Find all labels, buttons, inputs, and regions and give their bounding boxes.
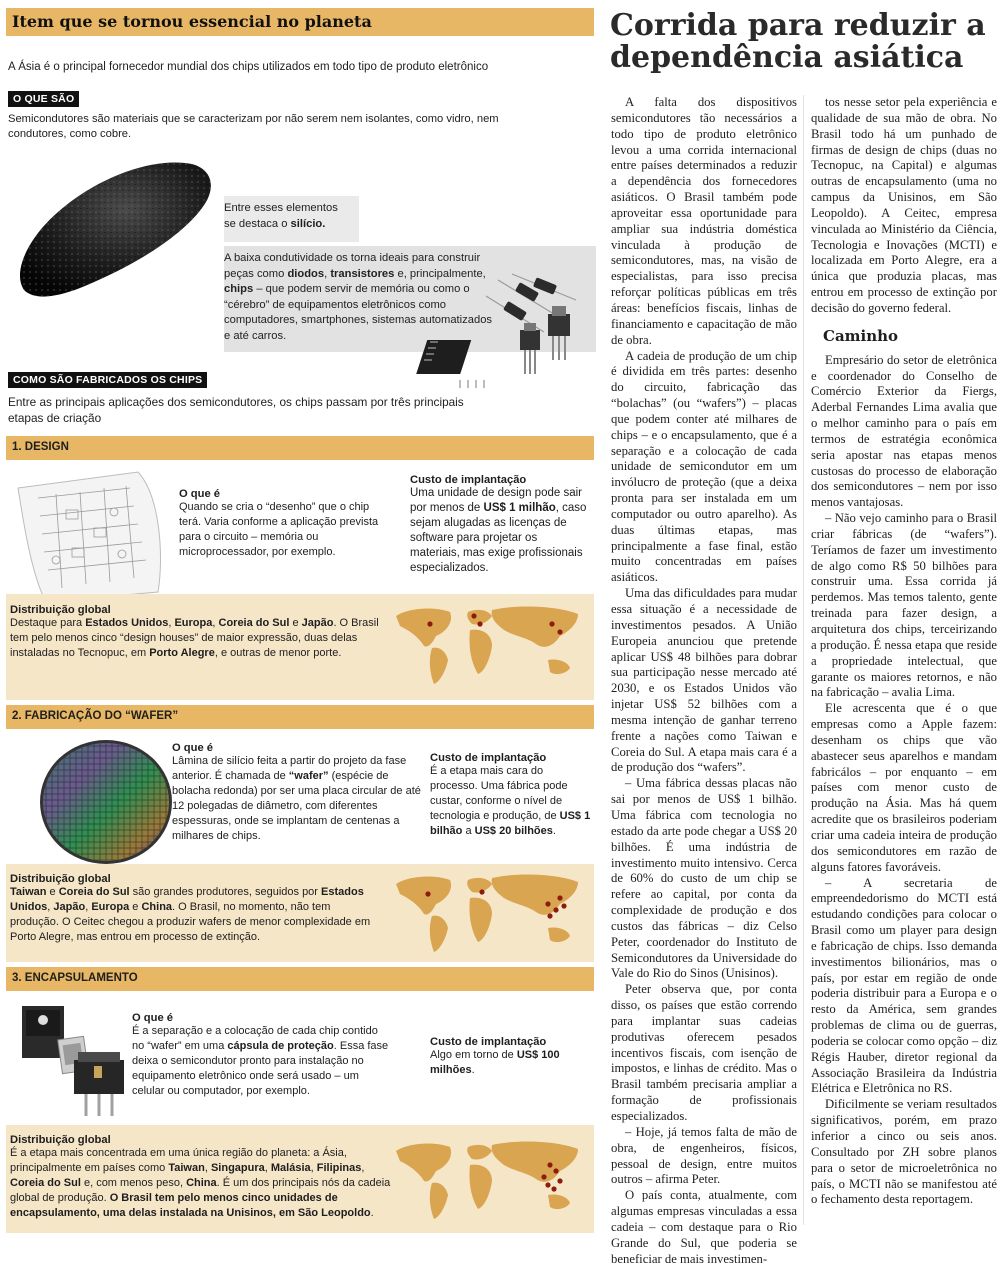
article-paragraph: Dificilmente se veriam resultados significativos, porém, em prazo inferior a cinco ou seis anos. Consultado por ZH sobre planos para o setor de microeletrônica no país, o MCTI não se manifestou até o fechamento desta reportagem. <box>811 1097 997 1207</box>
article-column-1 <box>611 95 797 1267</box>
article-paragraph: A falta dos dispositivos semicondutores tão necessários a todo tipo de produto eletrônico levou a uma corrida internacional entre países determinados a reduzir a dependência dos fornecedores asiáticos. O Brasil também pode aproveitar essa oportunidade para ampliar sua indústria doméstica vinculada à produção de semicondutores, mas, na visão de especialistas, para isso precisa reforçar políticas públicas em três áreas: benefícios fiscais, linhas de financiamento e capacitação de mão de obra. <box>611 95 797 347</box>
article-column-2-bottom <box>811 353 997 1209</box>
electronic-components-icon <box>426 270 591 398</box>
step-2-what: O que é Lâmina de silício feita a partir do projeto da fase anterior. É chamada de “wafer” (espécie de bolacha redonda) por ser uma placa circular de até 12 polegadas de diâmetro, com diferentes espessuras, onde se implantam de centenas a milhares de chips. <box>172 742 421 842</box>
section-tag-how: COMO SÃO FABRICADOS OS CHIPS <box>8 372 207 388</box>
article-paragraph: – Hoje, já temos falta de mão de obra, de engenheiros, físicos, pessoal de design, entre muitos outros – afirma Peter. <box>611 1124 797 1187</box>
map-landmass <box>467 878 492 893</box>
article-column-2-top <box>811 95 997 317</box>
how-intro: Entre as principais aplicações dos semicondutores, os chips passam por três principais etapas de criação <box>8 395 464 425</box>
chip-package-icon <box>16 998 134 1120</box>
article-paragraph: – A secretaria de empreendedorismo do MCTI está estudando condições para colocar o Brasil como um player para design e fabricação de chips. Isso demanda investimentos bilionários, mas o país, por estar em região de onde poderia distribuir para a Europa e o resto da América, sem grandes problemas de clima ou de guerras, poderia se colocar como opção – diz Régis Hauber, diretor regional da Associação Brasileira da Indústria Elétrica e Eletrônica no RS. <box>811 875 997 1096</box>
article-paragraph: Ele acrescenta que é o que empresas como a Apple fazem: desenham os chips que vão abastecer seus aparelhos e mandam fabricálos – por enquanto – em países com menor custo de produção na Ásia. Mas há quem acredite que os brasileiros poderiam criar uma cadeia inteira de produção dos semicondutores em razão de alguns fatores favoráveis. <box>811 701 997 874</box>
step-1-distribution: Distribuição global Destaque para Estados Unidos, Europa, Coreia do Sul e Japão. O Brasil tem pelo menos cinco “design houses” de maior expressão, duas delas instaladas no Tecnopuc, em Porto Alegre, e outras de menor porte. <box>6 594 594 700</box>
map-location-dot <box>545 901 550 906</box>
circuit-sheet-icon <box>10 466 175 606</box>
map-location-dot <box>551 1186 556 1191</box>
column-divider <box>803 95 804 1225</box>
article-paragraph: – Uma fábrica dessas placas não sai por menos de US$ 1 bilhão. Uma fábrica com tecnologia no estado da arte pode chegar a US$ 20 bilhões. É uma indústria de investimento muito intensivo. Cerca de 60% do custo de um chip se refere ao capital, por conta da complexidade de produção e dos custos das fábricas – diz Celso Peter, coordenador do Instituto de Semicondutores da Universidade do Vale do Rio do Sinos (Unisinos). <box>611 776 797 981</box>
map-location-dot <box>471 613 476 618</box>
step-1-header: 1. DESIGN <box>6 436 594 460</box>
infographic-lead: A Ásia é o principal fornecedor mundial dos chips utilizados em todo tipo de produto eletrônico <box>8 61 489 73</box>
map-location-dot <box>553 1168 558 1173</box>
infographic-title: Item que se tornou essencial no planeta <box>6 8 594 36</box>
map-landmass <box>548 659 570 674</box>
step-2-distribution: Distribuição global Taiwan e Coreia do Sul são grandes produtores, seguidos por Estados Unidos, Japão, Europa e China. O Brasil, no momento, não tem produção. O Ceitec chegou a produzir wafers de menor complexidade em Porto Alegre, mas entrou em processo de extinção. <box>6 864 594 962</box>
map-location-dot <box>547 1162 552 1167</box>
map-landmass <box>469 630 492 674</box>
step-3-cost: Custo de implantação Algo em torno de US$ 100 milhões. <box>430 1036 560 1076</box>
map-landmass <box>548 927 570 942</box>
semiconductor-definition: Semicondutores são materiais que se caracterizam por não serem nem isolantes, como vidro, nem condutores, como cobre. <box>8 113 499 140</box>
map-landmass <box>548 1194 570 1209</box>
map-location-dot <box>561 903 566 908</box>
map-location-dot <box>479 889 484 894</box>
world-map-icon <box>388 870 588 956</box>
infographic <box>6 8 594 1219</box>
section-tag-what: O QUE SÃO <box>8 91 79 107</box>
article-paragraph: tos nesse setor pela experiência e qualidade de sua mão de obra. No Brasil todo há um punhado de firmas de design de chips (duas no Tecnopuc, na Capital) e algumas outras de encapsulamento (uma no campus da Unisinos, em São Leopoldo). A Ceitec, empresa vinculada ao Ministério da Ciência, Tecnologia e Inovações (MCTI) e localizada em Porto Alegre, era a única que produzia placas, mas entrou em processo de extinção por decisão do governo federal. <box>811 95 997 315</box>
map-landmass <box>469 898 492 942</box>
step-2-cost: Custo de implantação É a etapa mais cara do processo. Uma fábrica pode custar, conforme o nível de tecnologia e produção, de US$ 1 bilhão a US$ 20 bilhões. <box>430 752 591 837</box>
silicon-rock-icon <box>10 150 220 302</box>
map-landmass <box>430 648 448 684</box>
step-3-header: 3. ENCAPSULAMENTO <box>6 967 594 991</box>
article-subhead: Caminho <box>823 326 899 345</box>
map-location-dot <box>557 1178 562 1183</box>
article-column-2 <box>811 95 997 1208</box>
article-paragraph: Peter observa que, por conta disso, os países que estão correndo para implantar suas cadeias produtivas oferecem pesados incentivos fiscais, com isenção de impostos, e linhas de crédito. Mas o Brasil também precisaria ampliar a formação de profissionais especializados. <box>611 982 797 1123</box>
silicon-note: Entre esses elementos se destaca o silício. <box>224 202 338 230</box>
map-location-dot <box>557 895 562 900</box>
wafer-icon <box>34 734 174 870</box>
map-landmass <box>396 609 451 647</box>
components-note: A baixa condutividade os torna ideais para construir peças como diodos, transistores e, principalmente, chips – que podem servir de memória ou como o “cérebro” de equipamentos eletrônicos como computadores, smartphones, sistemas automatizados e até carros. <box>224 252 493 342</box>
map-location-dot <box>557 629 562 634</box>
article-paragraph: Uma das dificuldades para mudar essa situação é a necessidade de investimentos pesados. A União Europeia anunciou que pretende aplicar US$ 48 bilhões para dobrar sua participação nesse mercado até 2030, e os Estados Unidos vão injetar US$ 52 bilhões com a mesma intenção de ganhar terreno frente a nações como Taiwan e Coreia do Sul. A etapa mais cara é a de produção dos “wafers”. <box>611 586 797 775</box>
map-location-dot <box>541 1174 546 1179</box>
map-landmass <box>396 1144 451 1182</box>
map-location-dot <box>427 621 432 626</box>
map-landmass <box>492 875 578 915</box>
map-landmass <box>430 916 448 952</box>
map-location-dot <box>425 891 430 896</box>
map-landmass <box>430 1183 448 1219</box>
map-landmass <box>467 1145 492 1160</box>
map-location-dot <box>547 913 552 918</box>
map-location-dot <box>545 1182 550 1187</box>
map-location-dot <box>477 621 482 626</box>
article-paragraph: – Não vejo caminho para o Brasil criar fábricas (de “wafers”). Teríamos de fazer um investimento de algo como R$ 50 bilhões para construir uma. Essa corrida já perdemos. Mas temos talento, gente treinada para fazer design, a arquitetura dos chips, terceirizando a produção. É nessa etapa que reside a propriedade intelectual, que garante os maiores retornos, e não na fabricação – avalia Lima. <box>811 511 997 700</box>
map-landmass <box>492 607 578 647</box>
map-landmass <box>469 1165 492 1209</box>
map-location-dot <box>549 621 554 626</box>
article-paragraph: O país conta, atualmente, com algumas empresas vinculadas a essa cadeia – com destaque para o Rio Grande do Sul, que poderia se beneficiar de mais investimen- <box>611 1188 797 1266</box>
article-paragraph: Empresário do setor de eletrônica e coordenador do Conselho de Comércio Exterior da Fiergs, Aderbal Fernandes Lima avalia que o melhor caminho para o país em termos de estratégia econômica seria apostar nas etapas menos custosas do processo de elaboração dos semicondutores – nem por isso menos vantajosas. <box>811 352 997 510</box>
map-landmass <box>396 877 451 915</box>
map-location-dot <box>553 907 558 912</box>
step-1-what: O que é Quando se cria o “desenho” que o chip terá. Varia conforme a aplicação prevista para o circuito – memória ou microprocessador, por exemplo. <box>179 488 379 558</box>
map-landmass <box>492 1142 578 1182</box>
step-3-distribution: Distribuição global É a etapa mais concentrada em uma única região do planeta: a Ásia, principalmente em países como Taiwan, Singapura, Malásia, Filipinas, Coreia do Sul e, com menos peso, China. É um dos principais nós da cadeia global de produção. O Brasil tem pelo menos cinco unidades de encapsulamento, uma delas instalada na Unisinos, em São Leopoldo. <box>6 1125 594 1233</box>
article-paragraph: A cadeia de produção de um chip é dividida em três partes: desenho do circuito, fabricação das “bolachas” (ou “wafers”) – placas que podem conter até milhares de chips – e o encapsulamento, que é a separação e a colocação de cada unidade de semicondutor em um invólucro de proteção (que a deixa pronta para ser instalada em um computador ou outro aparelho). As duas últimas etapas, mas principalmente a fase final, estão muito concentradas em países asiáticos. <box>611 348 797 585</box>
article-headline: Corrida para reduzir a dependência asiática <box>610 8 986 75</box>
world-map-icon <box>388 602 588 688</box>
step-3-what: O que é É a separação e a colocação de cada chip contido no “wafer” em uma cápsula de proteção. Essa fase deixa o semicondutor pronto para instalação no equipamento eletrônico onde será usado – um celular ou computador, por exemplo. <box>132 1012 389 1097</box>
step-2-header: 2. FABRICAÇÃO DO “WAFER” <box>6 705 594 729</box>
step-1-cost: Custo de implantação Uma unidade de design pode sair por menos de US$ 1 milhão, caso sejam alugadas as licenças de software para projetar os materiais, mas exige profissionais especializados. <box>410 474 587 574</box>
world-map-icon <box>388 1137 588 1223</box>
